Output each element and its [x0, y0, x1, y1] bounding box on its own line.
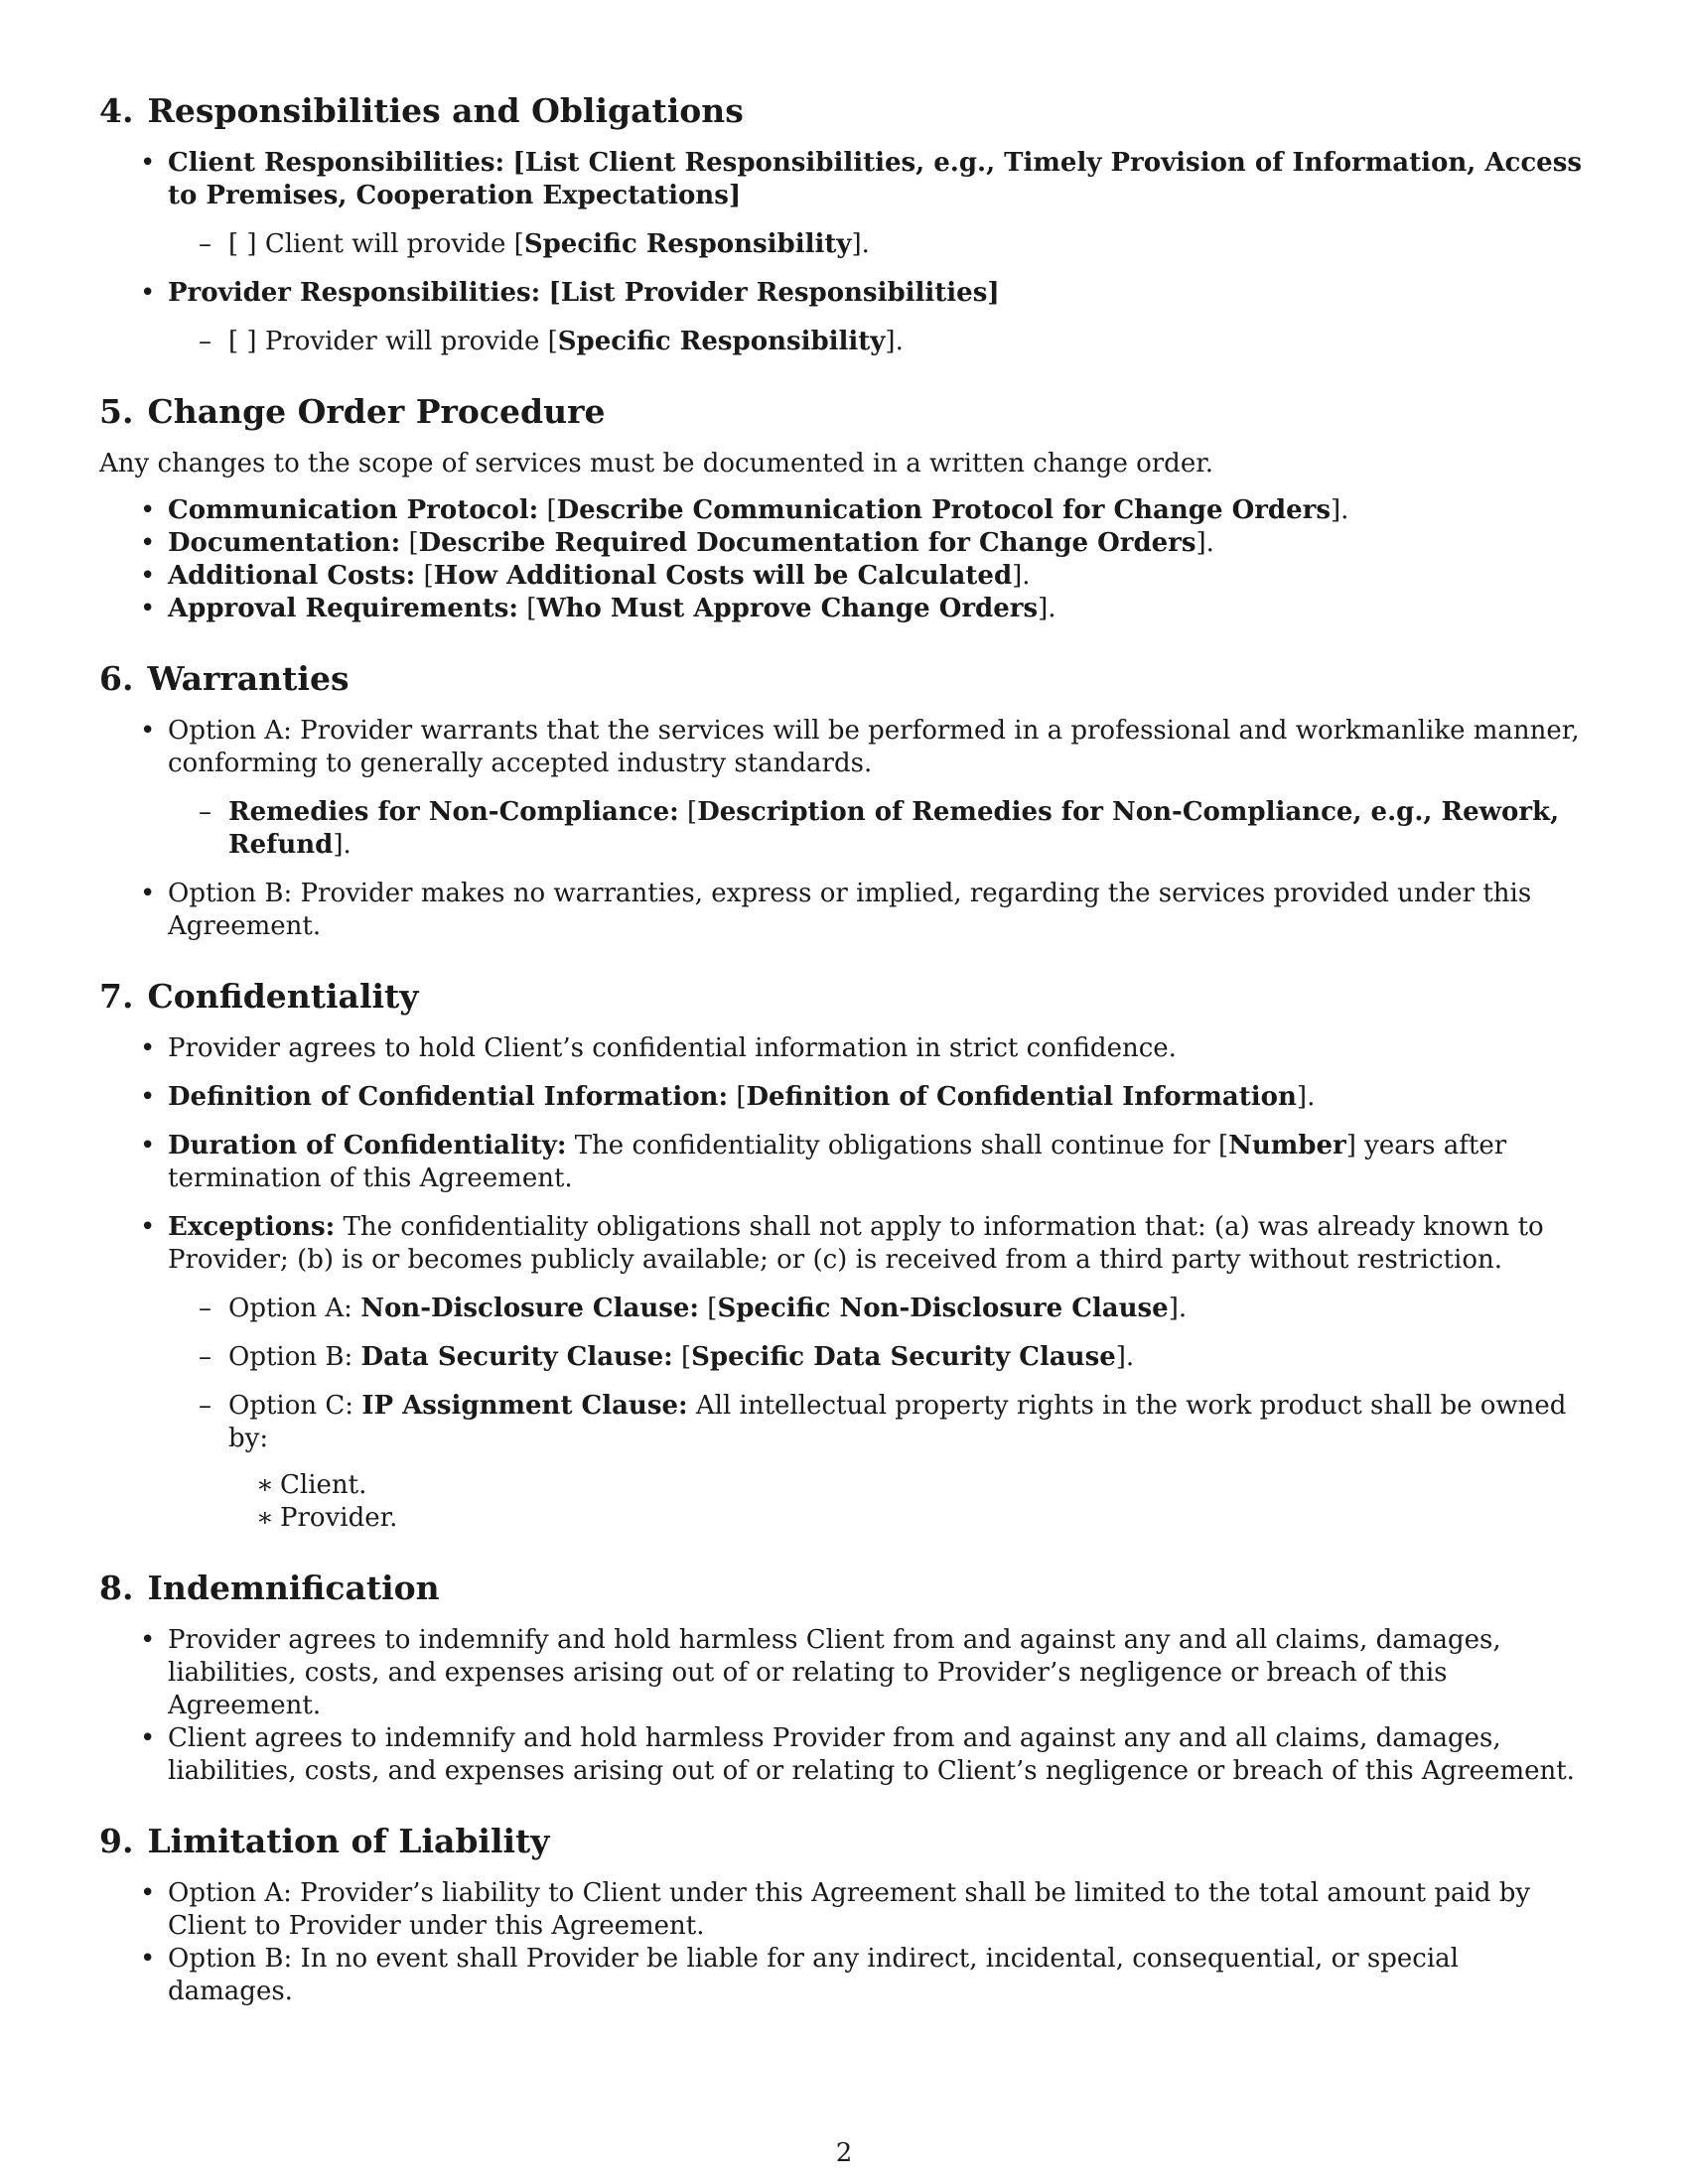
sub-item: – Option A: Non-Disclosure Clause: [Specific Non-Disclosure Clause].: [168, 1293, 1589, 1325]
sub-item: – [ ] Provider will provide [Specific Responsibility].: [168, 326, 1589, 358]
section-heading: 5. Change Order Procedure: [99, 392, 606, 431]
bullet-list: [99, 1624, 1589, 1788]
bullet-list: [99, 494, 1589, 625]
list-item: • Definition of Confidential Information: [Definition of Confidential Information].: [99, 1081, 1589, 1114]
sub-item: – [ ] Client will provide [Specific Responsibility].: [168, 228, 1589, 261]
section-change-order: [99, 392, 1589, 625]
bullet-list: [99, 147, 1589, 358]
sub-sub-list: [228, 1469, 1589, 1535]
section-limitation-of-liability: [99, 1822, 1589, 2008]
list-item: • Provider agrees to hold Client’s confidential information in strict confidence.: [99, 1032, 1589, 1065]
sub-list: [168, 796, 1589, 862]
section-heading: 8. Indemnification: [99, 1569, 440, 1607]
list-item: • Additional Costs: [How Additional Costs will be Calculated].: [99, 560, 1589, 593]
list-item: • Communication Protocol: [Describe Communication Protocol for Change Orders].: [99, 494, 1589, 527]
section-warranties: [99, 659, 1589, 943]
section-heading: 7. Confidentiality: [99, 977, 419, 1016]
list-item: • Option B: In no event shall Provider be liable for any indirect, incidental, consequential, or special damages.: [99, 1943, 1589, 2008]
section-responsibilities: [99, 91, 1589, 358]
list-item: • Documentation: [Describe Required Documentation for Change Orders].: [99, 527, 1589, 560]
sub-item: – Remedies for Non-Compliance: [Description of Remedies for Non-Compliance, e.g., Rework, Refund].: [168, 796, 1589, 862]
item-label: Client Responsibilities:: [168, 148, 505, 178]
list-item: • Approval Requirements: [Who Must Approve Change Orders].: [99, 593, 1589, 625]
bullet-list: [99, 715, 1589, 943]
sub-item: – Option C: IP Assignment Clause: All intellectual property rights in the work product shall be owned by: ∗ Client. ∗ Provider.: [168, 1390, 1589, 1535]
list-item: • Exceptions: The confidentiality obligations shall not apply to information that: (a) was already known to Provider; (b) is or becomes publicly available; or (c) is received from a third party without restriction. – Option A: Non-Disclosure Clause: [Specific Non-Disclosure Clause]. – Option B: Data Security Clause: [Specific Data Security Clause]. – Option C: IP Assignment Clause: All intellectual property rights in the work product shall be owned by: ∗ Client. ∗ Provider.: [99, 1211, 1589, 1535]
list-item: • Option A: Provider’s liability to Client under this Agreement shall be limited to the total amount paid by Client to Provider under this Agreement.: [99, 1877, 1589, 1943]
document-page: [99, 91, 1589, 2042]
section-heading: 6. Warranties: [99, 659, 350, 698]
section-heading: 9. Limitation of Liability: [99, 1822, 550, 1860]
list-item: [99, 147, 1589, 261]
list-item: • Option A: Provider warrants that the services will be performed in a professional and workmanlike manner, conforming to generally accepted industry standards. – Remedies for Non-Compliance: [Description of Remedies for Non-Compliance, e.g., Rework, Refund].: [99, 715, 1589, 862]
section-heading: 4. Responsibilities and Obligations: [99, 91, 744, 130]
sub-item: – Option B: Data Security Clause: [Specific Data Security Clause].: [168, 1341, 1589, 1374]
list-item: • Option B: Provider makes no warranties, express or implied, regarding the services provided under this Agreement.: [99, 878, 1589, 943]
item-text: [List Client Responsibilities, e.g., Timely Provision of Information, Access to Premises, Cooperation Expectations]: [168, 148, 1582, 210]
sub-sub-item: ∗ Provider.: [228, 1502, 1589, 1535]
list-item: • Provider agrees to indemnify and hold harmless Client from and against any and all claims, damages, liabilities, costs, and expenses arising out of or relating to Provider’s negligence or breach of this Agreement.: [99, 1624, 1589, 1722]
bullet-list: [99, 1877, 1589, 2008]
item-text: [List Provider Responsibilities]: [548, 278, 1000, 308]
sub-sub-item: ∗ Client.: [228, 1469, 1589, 1502]
item-label: Provider Responsibilities:: [168, 278, 541, 308]
bullet-list: [99, 1032, 1589, 1535]
section-indemnification: [99, 1569, 1589, 1788]
page-number: 2: [835, 2138, 853, 2168]
sub-list: [168, 326, 1589, 358]
list-item: [99, 277, 1589, 358]
sub-list: [168, 228, 1589, 261]
section-intro: Any changes to the scope of services must be documented in a written change order.: [99, 449, 1214, 478]
sub-list: [168, 1293, 1589, 1535]
list-item: • Duration of Confidentiality: The confidentiality obligations shall continue for [Number] years after termination of this Agreement.: [99, 1130, 1589, 1195]
list-item: • Client agrees to indemnify and hold harmless Provider from and against any and all claims, damages, liabilities, costs, and expenses arising out of or relating to Client’s negligence or breach of this Agreement.: [99, 1722, 1589, 1788]
section-confidentiality: [99, 977, 1589, 1535]
